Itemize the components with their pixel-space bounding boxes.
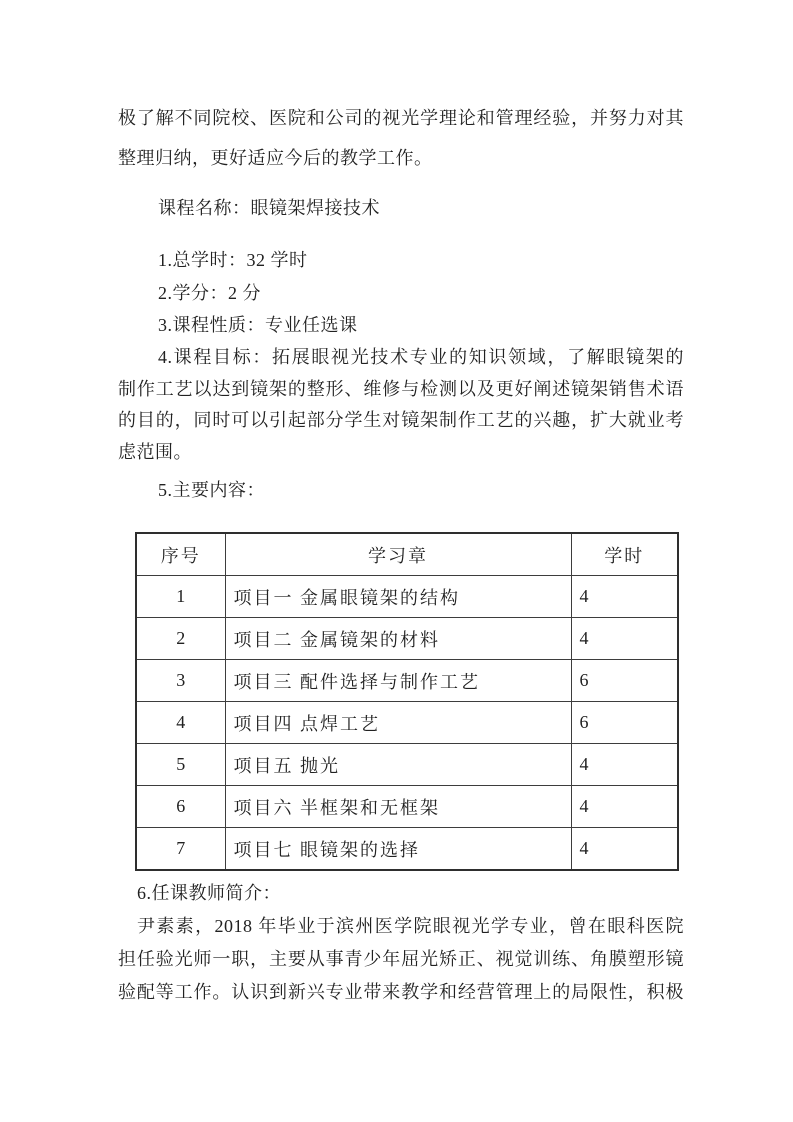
cell-hours: 4 xyxy=(571,576,678,618)
objective-line-2: 制作工艺以达到镜架的整形、维修与检测以及更好阐述镜架销售术语 xyxy=(118,378,684,399)
course-name-line xyxy=(118,193,724,223)
cell-chapter: 项目六 半框架和无框架 xyxy=(225,786,571,828)
table-row xyxy=(136,618,678,660)
course-items-1-3 xyxy=(118,244,724,342)
cell-no: 2 xyxy=(136,618,225,660)
cell-chapter: 项目七 眼镜架的选择 xyxy=(225,828,571,871)
bio-line-3: 验配等工作。认识到新兴专业带来教学和经营管理上的局限性，积极 xyxy=(118,982,684,1002)
table-row xyxy=(136,744,678,786)
objective-line-1: 4.课程目标：拓展眼视光技术专业的知识领域，了解眼镜架的 xyxy=(158,347,684,367)
cell-no: 4 xyxy=(136,702,225,744)
cell-hours: 4 xyxy=(571,828,678,871)
bio-line-1: 尹素素，2018 年毕业于滨州医学院眼视光学专业，曾在眼科医院 xyxy=(137,916,684,936)
table-row xyxy=(136,828,678,871)
cell-hours: 4 xyxy=(571,618,678,660)
table-row xyxy=(136,576,678,618)
teacher-bio-paragraph xyxy=(118,910,684,1009)
cell-chapter: 项目四 点焊工艺 xyxy=(225,702,571,744)
bio-line-2: 担任验光师一职，主要从事青少年屈光矫正、视觉训练、角膜塑形镜 xyxy=(118,949,684,969)
cell-no: 1 xyxy=(136,576,225,618)
item-main-content xyxy=(118,475,724,505)
objective-line-4: 虑范围。 xyxy=(118,441,192,462)
cell-no: 6 xyxy=(136,786,225,828)
intro-line-2: 整理归纳，更好适应今后的教学工作。 xyxy=(118,148,433,168)
item-credits: 2.学分：2 分 xyxy=(158,282,261,303)
objective-line-3: 的目的，同时可以引起部分学生对镜架制作工艺的兴趣，扩大就业考 xyxy=(118,410,684,430)
cell-hours: 6 xyxy=(571,660,678,702)
cell-no: 7 xyxy=(136,828,225,871)
cell-hours: 6 xyxy=(571,702,678,744)
table-row xyxy=(136,702,678,744)
header-no: 序号 xyxy=(136,533,225,576)
header-hours: 学时 xyxy=(571,533,678,576)
cell-hours: 4 xyxy=(571,786,678,828)
intro-line-1: 极了解不同院校、医院和公司的视光学理论和管理经验，并努力对其 xyxy=(118,108,684,128)
table-header-row xyxy=(136,533,678,576)
item-main-content-text: 5.主要内容： xyxy=(158,480,265,500)
item-total-hours: 1.总学时：32 学时 xyxy=(158,250,308,270)
cell-no: 5 xyxy=(136,744,225,786)
item-teacher-intro-text: 6.任课教师简介： xyxy=(137,883,281,903)
cell-chapter: 项目五 抛光 xyxy=(225,744,571,786)
table-row xyxy=(136,786,678,828)
cell-chapter: 项目三 配件选择与制作工艺 xyxy=(225,660,571,702)
course-objective-paragraph xyxy=(118,342,684,468)
item-course-nature: 3.课程性质：专业任选课 xyxy=(158,315,358,335)
course-name-text: 课程名称：眼镜架焊接技术 xyxy=(158,198,380,218)
schedule-table xyxy=(135,532,679,871)
cell-chapter: 项目二 金属镜架的材料 xyxy=(225,618,571,660)
table-row xyxy=(136,660,678,702)
cell-hours: 4 xyxy=(571,744,678,786)
intro-paragraph xyxy=(118,98,684,178)
cell-chapter: 项目一 金属眼镜架的结构 xyxy=(225,576,571,618)
item-teacher-intro xyxy=(118,878,703,908)
header-chapter: 学习章 xyxy=(225,533,571,576)
cell-no: 3 xyxy=(136,660,225,702)
